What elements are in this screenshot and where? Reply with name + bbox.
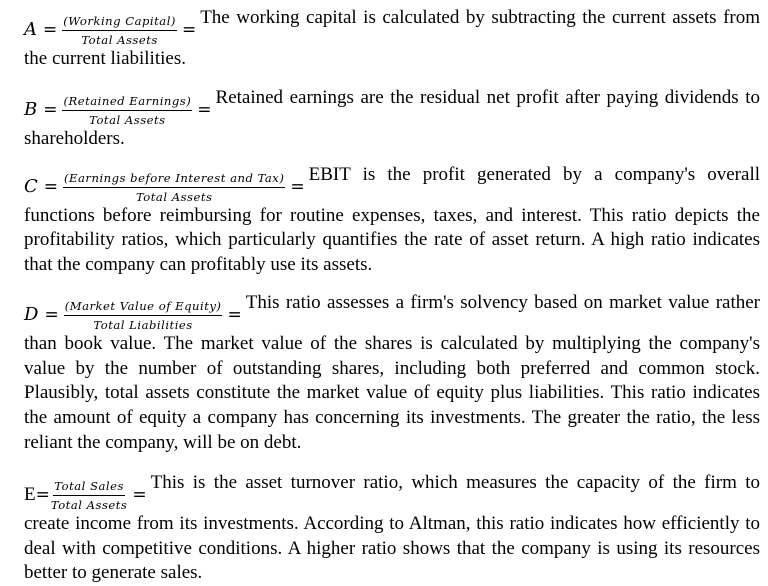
definition-b [24, 86, 760, 151]
variable-d: D [24, 304, 39, 326]
denominator-c: Total Assets [135, 189, 213, 204]
definition-e-text: This is the asset turnover ratio, which measures the capacity of the firm to create income from its investments. According to Altman, this ratio indicates how efficiently to deal with competitive conditions. A higher ratio shows that the company is using its resources better to generate sales. [24, 472, 760, 584]
fraction-b [62, 94, 192, 127]
variable-a: A [24, 19, 37, 40]
fraction-e [51, 479, 128, 512]
numerator-c: (Earnings before Interest and Tax) [63, 171, 285, 188]
definition-d [24, 291, 760, 455]
definition-a [24, 6, 760, 71]
formula-b [24, 94, 216, 127]
document-body [24, 0, 760, 586]
equals-sign: = [132, 485, 147, 506]
definition-a-text: The working capital is calculated by subtracting the current assets from the current liabilities. [24, 7, 760, 69]
definition-d-text: This ratio assesses a firm's solvency based on market value rather than book value. The market value of the shares is calculated by multiplying the company's value by the number of outstanding shares, including both preferred and common stock. Plausibly, total assets constitute the market value of equity plus liabilities. This ratio indicates the amount of equity a company has concerning its investments. The greater the ratio, the less reliant the company, will be on debt. [24, 292, 760, 453]
definition-e [24, 471, 760, 586]
equals-sign: = [44, 305, 59, 326]
formula-d [24, 299, 246, 332]
fraction-d [64, 299, 223, 332]
definition-c-text: EBIT is the profit generated by a company's overall functions before reimbursing for routine expenses, taxes, and interest. This ratio depicts the profitability ratios, which particularly quantifies the rate of asset return. A high ratio indicates that the company can profitably use its assets. [24, 163, 760, 275]
formula-c [24, 171, 309, 204]
equals-sign: = [43, 176, 59, 197]
fraction-a [62, 14, 177, 47]
variable-c: C [24, 175, 38, 197]
numerator-a: (Working Capital) [62, 14, 177, 31]
variable-b: B [24, 99, 38, 121]
numerator-b: (Retained Earnings) [62, 94, 192, 111]
equals-sign: = [181, 20, 197, 40]
denominator-d: Total Liabilities [93, 318, 193, 333]
numerator-d: (Market Value of Equity) [64, 299, 223, 316]
denominator-b: Total Assets [89, 113, 166, 128]
formula-e [24, 479, 151, 512]
equals-sign: = [197, 100, 212, 121]
equals-sign: = [43, 20, 58, 40]
fraction-c [63, 171, 285, 204]
equals-sign: = [290, 176, 305, 197]
equals-sign: = [35, 485, 50, 506]
formula-a [24, 14, 200, 47]
variable-e: E [24, 484, 36, 506]
denominator-a: Total Assets [81, 32, 158, 47]
definition-c [24, 163, 760, 278]
equals-sign: = [43, 100, 58, 121]
numerator-e: Total Sales [53, 479, 125, 496]
denominator-e: Total Assets [50, 497, 128, 512]
equals-sign: = [227, 305, 242, 326]
definition-b-text: Retained earnings are the residual net profit after paying dividends to shareholders. [24, 87, 760, 150]
